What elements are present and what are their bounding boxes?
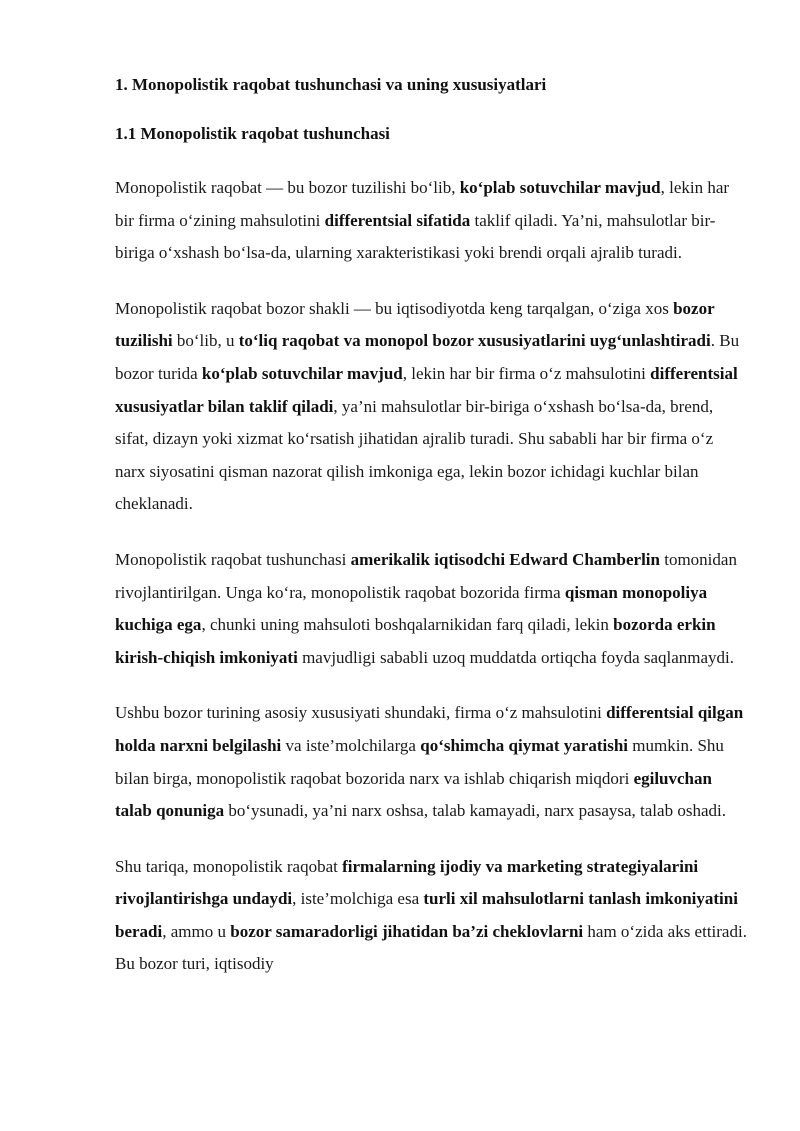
- text-run: . Bu bozor turida: [115, 331, 740, 383]
- bold-text: turli xil mahsulotlarni tanlash imkoniyatini beradi: [115, 889, 738, 941]
- paragraph-market-form: [115, 293, 747, 521]
- text-run: mumkin. Shu bilan birga, monopolistik raqobat bozorida narx va ishlab chiqarish miqdori: [115, 735, 724, 788]
- text-run: , ya’ni mahsulotlar bir-biriga o‘xshash bo‘lsa-da, brend, sifat, dizayn yoki xizmat ko‘rsatish jihatidan ajralib turadi. Shu sababli har bir firma o‘z narx siyosatini qisman nazorat qilish imkoniga ega, lekin bozor ichidagi kuchlar bilan cheklanadi.: [115, 396, 714, 514]
- bold-text: ko‘plab sotuvchilar mavjud: [459, 178, 661, 197]
- text-run: Monopolistik raqobat — bu bozor tuzilishi bo‘lib,: [115, 178, 460, 197]
- bold-text: ko‘plab sotuvchilar mavjud: [201, 363, 403, 383]
- paragraph-chamberlin: [115, 544, 747, 674]
- bold-text: to‘liq raqobat va monopol bozor xususiyatlarini uyg‘unlashtiradi: [238, 331, 711, 351]
- text-run: bo‘lib, u: [172, 331, 239, 351]
- bold-text: qo‘shimcha qiymat yaratishi: [420, 735, 629, 755]
- bold-text: bozor tuzilishi: [115, 298, 715, 351]
- text-run: Shu tariqa, monopolistik raqobat: [115, 856, 343, 876]
- paragraph-key-feature: [115, 697, 747, 827]
- section-heading: 1. Monopolistik raqobat tushunchasi va uning xususiyatlari: [115, 75, 547, 94]
- text-run: tomonidan rivojlantirilgan. Unga ko‘ra, monopolistik raqobat bozorida firma: [115, 549, 737, 602]
- bold-text: differentsial sifatida: [324, 210, 471, 230]
- bold-text: egiluvchan talab qonuniga: [115, 768, 712, 821]
- text-run: , chunki uning mahsuloti boshqalarnikidan farq qiladi, lekin: [201, 615, 614, 635]
- bold-text: bozor samaradorligi jihatidan ba’zi cheklovlarni: [230, 921, 584, 941]
- text-run: va iste’molchilarga: [281, 735, 421, 755]
- subsection-heading: 1.1 Monopolistik raqobat tushunchasi: [115, 124, 390, 143]
- text-run: , iste’molchiga esa: [292, 889, 424, 909]
- text-run: ham o‘zida aks ettiradi. Bu bozor turi, iqtisodiy: [115, 921, 747, 974]
- paragraph-conclusion: [115, 851, 747, 981]
- bold-text: bozorda erkin kirish-chiqish imkoniyati: [115, 615, 716, 667]
- bold-text: firmalarning ijodiy va marketing strategiyalarini rivojlantirishga undaydi: [115, 856, 699, 909]
- bold-text: qisman monopoliya kuchiga ega: [115, 582, 708, 635]
- text-run: Monopolistik raqobat bozor shakli — bu iqtisodiyotda keng tarqalgan, o‘ziga xos: [115, 298, 674, 318]
- text-run: , lekin har bir firma o‘zining mahsulotini: [115, 178, 730, 230]
- text-run: taklif qiladi. Ya’ni, mahsulotlar bir-biriga o‘xshash bo‘lsa-da, ularning xarakteristikasi yoki brendi orqali ajralib turadi.: [115, 210, 716, 263]
- document-body: [115, 73, 747, 1004]
- text-run: , lekin har bir firma o‘z mahsulotini: [402, 363, 651, 383]
- text-run: bo‘ysunadi, ya’ni narx oshsa, talab kamayadi, narx pasaysa, talab oshadi.: [224, 801, 726, 821]
- bold-text: differentsial qilgan holda narxni belgilashi: [115, 703, 744, 755]
- text-run: Ushbu bozor turining asosiy xususiyati shundaki, firma o‘z mahsulotini: [115, 703, 607, 723]
- text-run: , ammo u: [162, 921, 231, 941]
- bold-text: differentsial xususiyatlar bilan taklif qiladi: [115, 363, 738, 416]
- text-run: mavjudligi sababli uzoq muddatda ortiqcha foyda saqlanmaydi.: [297, 647, 735, 667]
- paragraph-definition: [115, 172, 747, 270]
- bold-text: amerikalik iqtisodchi Edward Chamberlin: [350, 549, 660, 569]
- text-run: Monopolistik raqobat tushunchasi: [115, 549, 351, 569]
